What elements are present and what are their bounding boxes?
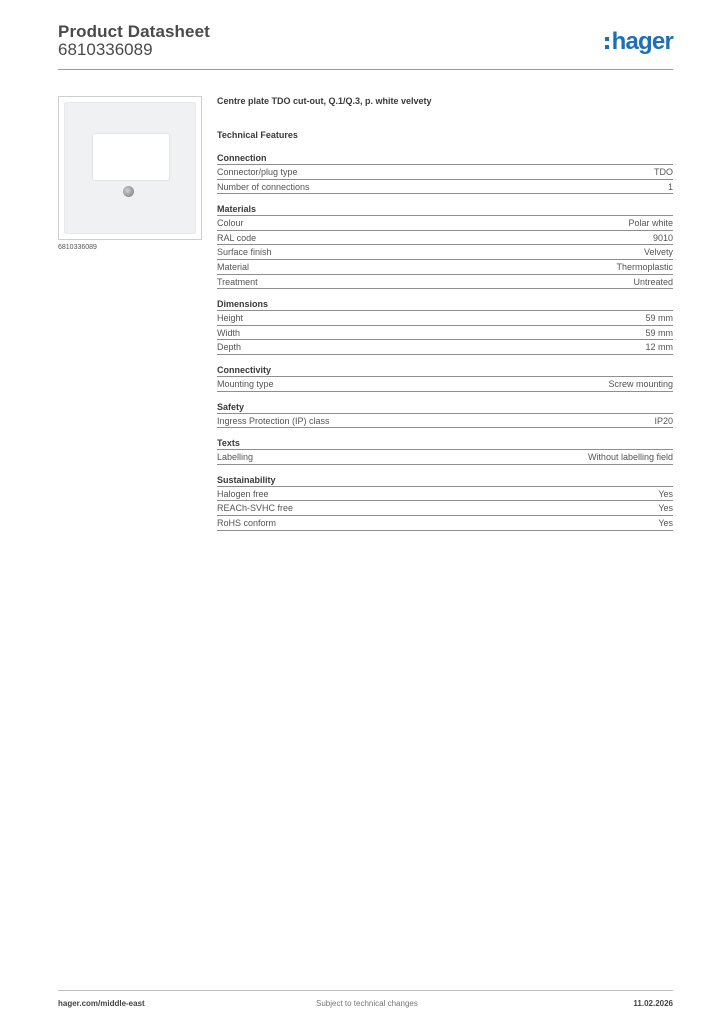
section-title: Sustainability [217, 474, 673, 487]
feature-row [217, 180, 673, 195]
section-safety [217, 401, 673, 429]
section-title: Dimensions [217, 298, 673, 311]
feature-row [217, 311, 673, 326]
footer-notice: Subject to technical changes [316, 999, 418, 1008]
document-number: 6810336089 [58, 40, 153, 59]
section-title: Safety [217, 401, 673, 414]
feature-value: 12 mm [645, 342, 673, 353]
feature-value: Polar white [628, 218, 673, 229]
feature-label: Number of connections [217, 181, 310, 192]
feature-label: Width [217, 327, 241, 338]
feature-label: Depth [217, 342, 242, 353]
feature-sections [217, 152, 673, 531]
section-connection [217, 152, 673, 194]
footer-website: hager.com/middle-east [58, 999, 145, 1008]
product-title: Centre plate TDO cut-out, Q.1/Q.3, p. white velvety [217, 96, 432, 106]
feature-value: 59 mm [645, 313, 673, 324]
logo-text: hager [611, 28, 673, 55]
feature-label: Ingress Protection (IP) class [217, 415, 330, 426]
feature-label: Connector/plug type [217, 167, 298, 177]
feature-value: Thermoplastic [616, 261, 673, 272]
document-title: Product Datasheet [58, 22, 210, 41]
feature-row [217, 216, 673, 231]
feature-label: Material [217, 261, 250, 272]
technical-content [217, 96, 673, 540]
technical-features-heading: Technical Features [217, 130, 298, 140]
feature-row [217, 260, 673, 275]
feature-label: Labelling [217, 452, 254, 463]
feature-value: Screw mounting [608, 378, 673, 389]
feature-value: Yes [658, 517, 673, 528]
feature-row [217, 377, 673, 392]
feature-value: 1 [667, 181, 673, 192]
feature-label: Surface finish [217, 247, 272, 258]
feature-row [217, 516, 673, 531]
footer-date: 11.02.2026 [633, 999, 673, 1008]
section-title: Connection [217, 152, 673, 165]
feature-value: Velvety [643, 247, 673, 258]
logo-colon-icon [605, 33, 610, 51]
feature-value: Untreated [633, 276, 673, 287]
feature-label: RoHS conform [217, 517, 277, 528]
section-connectivity [217, 364, 673, 392]
feature-value: Yes [658, 488, 673, 499]
section-texts [217, 437, 673, 465]
feature-row [217, 487, 673, 502]
centre-plate-illustration [64, 102, 196, 234]
section-title: Texts [217, 437, 673, 450]
feature-label: REACh-SVHC free [217, 503, 294, 514]
plate-cutout [93, 134, 169, 180]
feature-label: Treatment [217, 276, 258, 287]
feature-value: Without labelling field [587, 452, 673, 463]
section-title: Connectivity [217, 364, 673, 377]
feature-row [217, 414, 673, 429]
screw-icon [123, 186, 134, 197]
feature-row [217, 340, 673, 355]
feature-label: Halogen free [217, 488, 269, 499]
feature-value: Yes [658, 503, 673, 514]
feature-row [217, 165, 673, 180]
feature-value: 59 mm [645, 327, 673, 338]
feature-label: Colour [217, 218, 244, 229]
feature-value: 9010 [652, 232, 673, 243]
section-materials [217, 203, 673, 289]
section-sustainability [217, 474, 673, 531]
section-dimensions [217, 298, 673, 355]
feature-label: Mounting type [217, 378, 274, 389]
feature-label: RAL code [217, 232, 257, 243]
feature-row [217, 501, 673, 516]
feature-row [217, 245, 673, 260]
feature-row [217, 450, 673, 465]
product-image-caption: 6810336089 [58, 244, 97, 251]
feature-row [217, 231, 673, 246]
product-image [58, 96, 202, 240]
page-footer [58, 990, 673, 1010]
hager-logo [605, 28, 673, 56]
feature-value: TDO [654, 167, 673, 177]
page-header [58, 22, 673, 70]
feature-label: Height [217, 313, 244, 324]
feature-value: IP20 [654, 415, 673, 426]
feature-row [217, 275, 673, 290]
feature-row [217, 326, 673, 341]
section-title: Materials [217, 203, 673, 216]
